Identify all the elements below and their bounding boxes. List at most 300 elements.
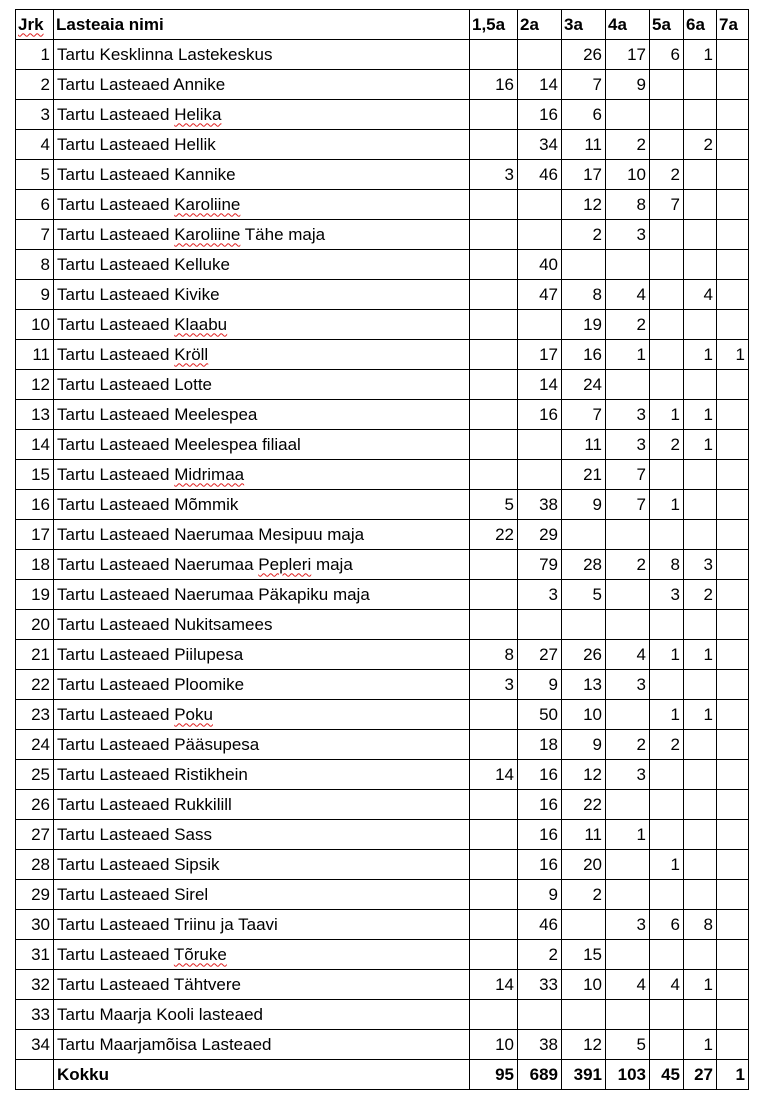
- count-cell: [470, 310, 518, 340]
- count-cell: [470, 550, 518, 580]
- name-text: Tartu Lasteaed: [57, 314, 175, 334]
- table-row: [16, 700, 749, 730]
- kindergarten-name: [54, 490, 470, 520]
- kindergarten-name: [54, 400, 470, 430]
- count-cell: [717, 700, 749, 730]
- count-cell: 29: [518, 520, 562, 550]
- count-cell: [650, 70, 684, 100]
- count-cell: [717, 70, 749, 100]
- count-cell: [470, 400, 518, 430]
- count-cell: 20: [562, 850, 606, 880]
- kindergarten-name: [54, 1000, 470, 1030]
- count-cell: 26: [562, 640, 606, 670]
- count-cell: [717, 760, 749, 790]
- count-cell: [470, 340, 518, 370]
- name-text: Tartu Lasteaed Meelespea filiaal: [57, 434, 301, 454]
- row-number: 30: [16, 910, 54, 940]
- kindergarten-name: [54, 640, 470, 670]
- kindergarten-name: [54, 970, 470, 1000]
- count-cell: [717, 850, 749, 880]
- kindergarten-name: [54, 700, 470, 730]
- count-cell: [650, 880, 684, 910]
- count-cell: 9: [606, 70, 650, 100]
- name-text: Tartu Lasteaed Kivike: [57, 284, 220, 304]
- count-cell: [518, 310, 562, 340]
- table-row: [16, 880, 749, 910]
- count-cell: [717, 40, 749, 70]
- table-row: [16, 550, 749, 580]
- row-number: 12: [16, 370, 54, 400]
- count-cell: [650, 940, 684, 970]
- count-cell: 79: [518, 550, 562, 580]
- total-label: Kokku: [54, 1060, 470, 1090]
- count-cell: [717, 820, 749, 850]
- count-cell: [470, 100, 518, 130]
- row-number: 20: [16, 610, 54, 640]
- kindergarten-name: [54, 850, 470, 880]
- kindergarten-name: [54, 280, 470, 310]
- count-cell: 17: [518, 340, 562, 370]
- count-cell: 28: [562, 550, 606, 580]
- count-cell: [470, 130, 518, 160]
- name-text: Tartu Lasteaed Naerumaa: [57, 554, 259, 574]
- kindergarten-name: [54, 220, 470, 250]
- count-cell: 4: [650, 970, 684, 1000]
- table-row: [16, 520, 749, 550]
- count-cell: [684, 760, 717, 790]
- count-cell: [650, 820, 684, 850]
- count-cell: 11: [562, 130, 606, 160]
- count-cell: [684, 490, 717, 520]
- kindergarten-table: [15, 9, 749, 1090]
- kindergarten-name: [54, 940, 470, 970]
- total-cell: 689: [518, 1060, 562, 1090]
- count-cell: [650, 460, 684, 490]
- count-cell: [717, 640, 749, 670]
- kindergarten-name: [54, 760, 470, 790]
- count-cell: [717, 160, 749, 190]
- count-cell: [684, 850, 717, 880]
- count-cell: [717, 1000, 749, 1030]
- count-cell: 1: [650, 490, 684, 520]
- count-cell: [470, 40, 518, 70]
- count-cell: 9: [562, 490, 606, 520]
- count-cell: 2: [650, 430, 684, 460]
- count-cell: [650, 520, 684, 550]
- count-cell: 12: [562, 760, 606, 790]
- name-text: Tartu Lasteaed: [57, 344, 175, 364]
- kindergarten-name: [54, 70, 470, 100]
- kindergarten-name: [54, 100, 470, 130]
- count-cell: 14: [518, 370, 562, 400]
- count-cell: 34: [518, 130, 562, 160]
- count-cell: [717, 790, 749, 820]
- count-cell: 10: [606, 160, 650, 190]
- count-cell: 3: [470, 670, 518, 700]
- row-number: 26: [16, 790, 54, 820]
- count-cell: [684, 880, 717, 910]
- count-cell: 47: [518, 280, 562, 310]
- count-cell: 8: [562, 280, 606, 310]
- row-number: 33: [16, 1000, 54, 1030]
- row-number: 5: [16, 160, 54, 190]
- name-text: Tartu Lasteaed Naerumaa Mesipuu maja: [57, 524, 365, 544]
- kindergarten-name: [54, 670, 470, 700]
- kindergarten-name: [54, 910, 470, 940]
- count-cell: 8: [684, 910, 717, 940]
- row-number: 28: [16, 850, 54, 880]
- count-cell: 10: [562, 700, 606, 730]
- count-cell: [606, 940, 650, 970]
- count-cell: 3: [606, 760, 650, 790]
- count-cell: 8: [606, 190, 650, 220]
- header-age-4: 4a: [606, 10, 650, 40]
- count-cell: 2: [606, 130, 650, 160]
- table-row: [16, 760, 749, 790]
- count-cell: 16: [470, 70, 518, 100]
- count-cell: 16: [518, 760, 562, 790]
- count-cell: 9: [518, 670, 562, 700]
- count-cell: [684, 250, 717, 280]
- count-cell: 14: [470, 760, 518, 790]
- row-number: 25: [16, 760, 54, 790]
- count-cell: [717, 970, 749, 1000]
- count-cell: [470, 910, 518, 940]
- count-cell: [717, 220, 749, 250]
- name-text: Tartu Lasteaed Tähtvere: [57, 974, 241, 994]
- row-number: 19: [16, 580, 54, 610]
- count-cell: 17: [606, 40, 650, 70]
- header-row: [16, 10, 749, 40]
- count-cell: [650, 1000, 684, 1030]
- count-cell: 22: [562, 790, 606, 820]
- count-cell: [650, 340, 684, 370]
- name-text: Tähe maja: [240, 224, 326, 244]
- count-cell: [518, 1000, 562, 1030]
- count-cell: 12: [562, 190, 606, 220]
- table-row: [16, 190, 749, 220]
- count-cell: 1: [684, 400, 717, 430]
- table-row: [16, 250, 749, 280]
- count-cell: 6: [562, 100, 606, 130]
- table-row: [16, 400, 749, 430]
- count-cell: 2: [518, 940, 562, 970]
- count-cell: 1: [606, 820, 650, 850]
- total-cell: 1: [717, 1060, 749, 1090]
- count-cell: 6: [650, 910, 684, 940]
- row-number: 27: [16, 820, 54, 850]
- name-text: Tartu Lasteaed Ploomike: [57, 674, 245, 694]
- header-age-3: 3a: [562, 10, 606, 40]
- count-cell: 1: [650, 640, 684, 670]
- kindergarten-name: [54, 730, 470, 760]
- row-number: 24: [16, 730, 54, 760]
- count-cell: [650, 100, 684, 130]
- row-number: 14: [16, 430, 54, 460]
- count-cell: 10: [470, 1030, 518, 1060]
- count-cell: 38: [518, 1030, 562, 1060]
- name-text: Tartu Lasteaed Mõmmik: [57, 494, 239, 514]
- total-cell: 27: [684, 1060, 717, 1090]
- name-text: Tartu Lasteaed: [57, 704, 175, 724]
- count-cell: 2: [684, 130, 717, 160]
- count-cell: 2: [562, 220, 606, 250]
- count-cell: [650, 1030, 684, 1060]
- count-cell: [650, 310, 684, 340]
- name-text: Tartu Lasteaed: [57, 224, 175, 244]
- table-row: [16, 370, 749, 400]
- count-cell: 3: [684, 550, 717, 580]
- table-row: [16, 40, 749, 70]
- count-cell: 1: [684, 700, 717, 730]
- table-row: [16, 730, 749, 760]
- count-cell: [470, 730, 518, 760]
- row-number: 2: [16, 70, 54, 100]
- count-cell: [650, 370, 684, 400]
- count-cell: [470, 880, 518, 910]
- name-text: Tartu Lasteaed Nukitsamees: [57, 614, 273, 634]
- count-cell: [717, 550, 749, 580]
- count-cell: 6: [650, 40, 684, 70]
- count-cell: 21: [562, 460, 606, 490]
- row-number: 7: [16, 220, 54, 250]
- kindergarten-name: [54, 160, 470, 190]
- count-cell: [606, 520, 650, 550]
- count-cell: 1: [650, 400, 684, 430]
- count-cell: [684, 370, 717, 400]
- count-cell: [684, 310, 717, 340]
- table-row: [16, 160, 749, 190]
- count-cell: 7: [562, 400, 606, 430]
- count-cell: [717, 730, 749, 760]
- count-cell: [562, 250, 606, 280]
- table-row: [16, 280, 749, 310]
- count-cell: [562, 1000, 606, 1030]
- table-row: [16, 430, 749, 460]
- table-row: [16, 670, 749, 700]
- count-cell: [470, 700, 518, 730]
- table-row: [16, 130, 749, 160]
- count-cell: [684, 220, 717, 250]
- count-cell: 33: [518, 970, 562, 1000]
- row-number: 23: [16, 700, 54, 730]
- row-number: 8: [16, 250, 54, 280]
- count-cell: [717, 880, 749, 910]
- count-cell: [684, 940, 717, 970]
- row-number: 31: [16, 940, 54, 970]
- count-cell: 12: [562, 1030, 606, 1060]
- count-cell: [717, 370, 749, 400]
- total-cell: 95: [470, 1060, 518, 1090]
- count-cell: 14: [518, 70, 562, 100]
- count-cell: [562, 610, 606, 640]
- count-cell: 8: [470, 640, 518, 670]
- kindergarten-name: [54, 130, 470, 160]
- count-cell: [650, 790, 684, 820]
- count-cell: [717, 1030, 749, 1060]
- row-number: 29: [16, 880, 54, 910]
- name-text: Tartu Lasteaed Sirel: [57, 884, 209, 904]
- count-cell: [717, 130, 749, 160]
- count-cell: 5: [606, 1030, 650, 1060]
- row-number: 15: [16, 460, 54, 490]
- count-cell: [470, 430, 518, 460]
- count-cell: 1: [606, 340, 650, 370]
- header-jrk: Jrk: [16, 10, 54, 40]
- count-cell: [562, 910, 606, 940]
- count-cell: [470, 250, 518, 280]
- count-cell: 1: [684, 970, 717, 1000]
- table-row: [16, 790, 749, 820]
- count-cell: [684, 1000, 717, 1030]
- name-text: Tartu Lasteaed: [57, 104, 175, 124]
- count-cell: 46: [518, 910, 562, 940]
- count-cell: 15: [562, 940, 606, 970]
- name-text: Tartu Lasteaed Ristikhein: [57, 764, 248, 784]
- count-cell: [684, 730, 717, 760]
- count-cell: 46: [518, 160, 562, 190]
- table-row: [16, 850, 749, 880]
- name-text: maja: [311, 554, 353, 574]
- name-text: Tartu Lasteaed: [57, 194, 175, 214]
- count-cell: [470, 220, 518, 250]
- misspelled-word: Karoliine: [174, 224, 241, 244]
- count-cell: 1: [684, 430, 717, 460]
- count-cell: 8: [650, 550, 684, 580]
- count-cell: 2: [650, 730, 684, 760]
- count-cell: [562, 520, 606, 550]
- count-cell: [470, 850, 518, 880]
- count-cell: [717, 280, 749, 310]
- count-cell: 38: [518, 490, 562, 520]
- count-cell: [470, 610, 518, 640]
- table-row: [16, 940, 749, 970]
- name-text: Tartu Lasteaed Pääsupesa: [57, 734, 260, 754]
- misspelled-word: Kröll: [174, 344, 209, 364]
- table-row: [16, 70, 749, 100]
- count-cell: [606, 1000, 650, 1030]
- header-age-1-5: 1,5a: [470, 10, 518, 40]
- name-text: Tartu Lasteaed Kelluke: [57, 254, 230, 274]
- count-cell: 3: [650, 580, 684, 610]
- count-cell: [650, 280, 684, 310]
- total-cell: 103: [606, 1060, 650, 1090]
- header-age-6: 6a: [684, 10, 717, 40]
- name-text: Tartu Lasteaed Annike: [57, 74, 226, 94]
- misspelled-word: Helika: [174, 104, 222, 124]
- row-number: 11: [16, 340, 54, 370]
- total-row: [16, 1060, 749, 1090]
- count-cell: 5: [470, 490, 518, 520]
- count-cell: [470, 280, 518, 310]
- count-cell: 3: [606, 430, 650, 460]
- count-cell: [518, 40, 562, 70]
- count-cell: 1: [684, 1030, 717, 1060]
- count-cell: [606, 580, 650, 610]
- count-cell: 2: [606, 310, 650, 340]
- header-age-7: 7a: [717, 10, 749, 40]
- kindergarten-name: [54, 40, 470, 70]
- row-number: 1: [16, 40, 54, 70]
- count-cell: 3: [606, 910, 650, 940]
- count-cell: [717, 910, 749, 940]
- name-text: Tartu Lasteaed Naerumaa Päkapiku maja: [57, 584, 370, 604]
- count-cell: [684, 520, 717, 550]
- count-cell: 14: [470, 970, 518, 1000]
- header-age-2: 2a: [518, 10, 562, 40]
- row-number: 32: [16, 970, 54, 1000]
- table-row: [16, 340, 749, 370]
- count-cell: [606, 370, 650, 400]
- total-cell: 391: [562, 1060, 606, 1090]
- count-cell: [470, 1000, 518, 1030]
- count-cell: [717, 100, 749, 130]
- count-cell: 13: [562, 670, 606, 700]
- count-cell: [717, 670, 749, 700]
- count-cell: 1: [684, 40, 717, 70]
- count-cell: [684, 820, 717, 850]
- table-row: [16, 580, 749, 610]
- row-number: 16: [16, 490, 54, 520]
- row-number: 21: [16, 640, 54, 670]
- count-cell: [717, 400, 749, 430]
- misspelled-word: Tõruke: [173, 944, 227, 964]
- kindergarten-name: [54, 250, 470, 280]
- kindergarten-name: [54, 190, 470, 220]
- count-cell: 11: [562, 820, 606, 850]
- name-text: Tartu Lasteaed Meelespea: [57, 404, 258, 424]
- count-cell: 26: [562, 40, 606, 70]
- count-cell: [650, 220, 684, 250]
- count-cell: 3: [606, 400, 650, 430]
- count-cell: 19: [562, 310, 606, 340]
- misspelled-word: Poku: [174, 704, 213, 724]
- count-cell: 7: [562, 70, 606, 100]
- count-cell: 3: [518, 580, 562, 610]
- name-text: Tartu Lasteaed Piilupesa: [57, 644, 244, 664]
- count-cell: [606, 790, 650, 820]
- count-cell: [684, 190, 717, 220]
- count-cell: 1: [684, 340, 717, 370]
- count-cell: 22: [470, 520, 518, 550]
- row-number: 4: [16, 130, 54, 160]
- name-text: Tartu Maarja Kooli lasteaed: [57, 1004, 264, 1024]
- count-cell: 1: [650, 700, 684, 730]
- count-cell: [470, 190, 518, 220]
- table-row: [16, 910, 749, 940]
- count-cell: [606, 880, 650, 910]
- count-cell: 24: [562, 370, 606, 400]
- count-cell: [470, 940, 518, 970]
- kindergarten-name: [54, 340, 470, 370]
- count-cell: [684, 160, 717, 190]
- count-cell: 4: [684, 280, 717, 310]
- count-cell: 16: [518, 400, 562, 430]
- count-cell: 18: [518, 730, 562, 760]
- table-row: [16, 1000, 749, 1030]
- count-cell: [518, 190, 562, 220]
- count-cell: 9: [518, 880, 562, 910]
- count-cell: [717, 460, 749, 490]
- count-cell: 3: [606, 220, 650, 250]
- row-number: 17: [16, 520, 54, 550]
- count-cell: 1: [650, 850, 684, 880]
- count-cell: [684, 460, 717, 490]
- count-cell: [650, 130, 684, 160]
- count-cell: 7: [606, 490, 650, 520]
- name-text: Tartu Kesklinna Lastekeskus: [57, 44, 273, 64]
- count-cell: 27: [518, 640, 562, 670]
